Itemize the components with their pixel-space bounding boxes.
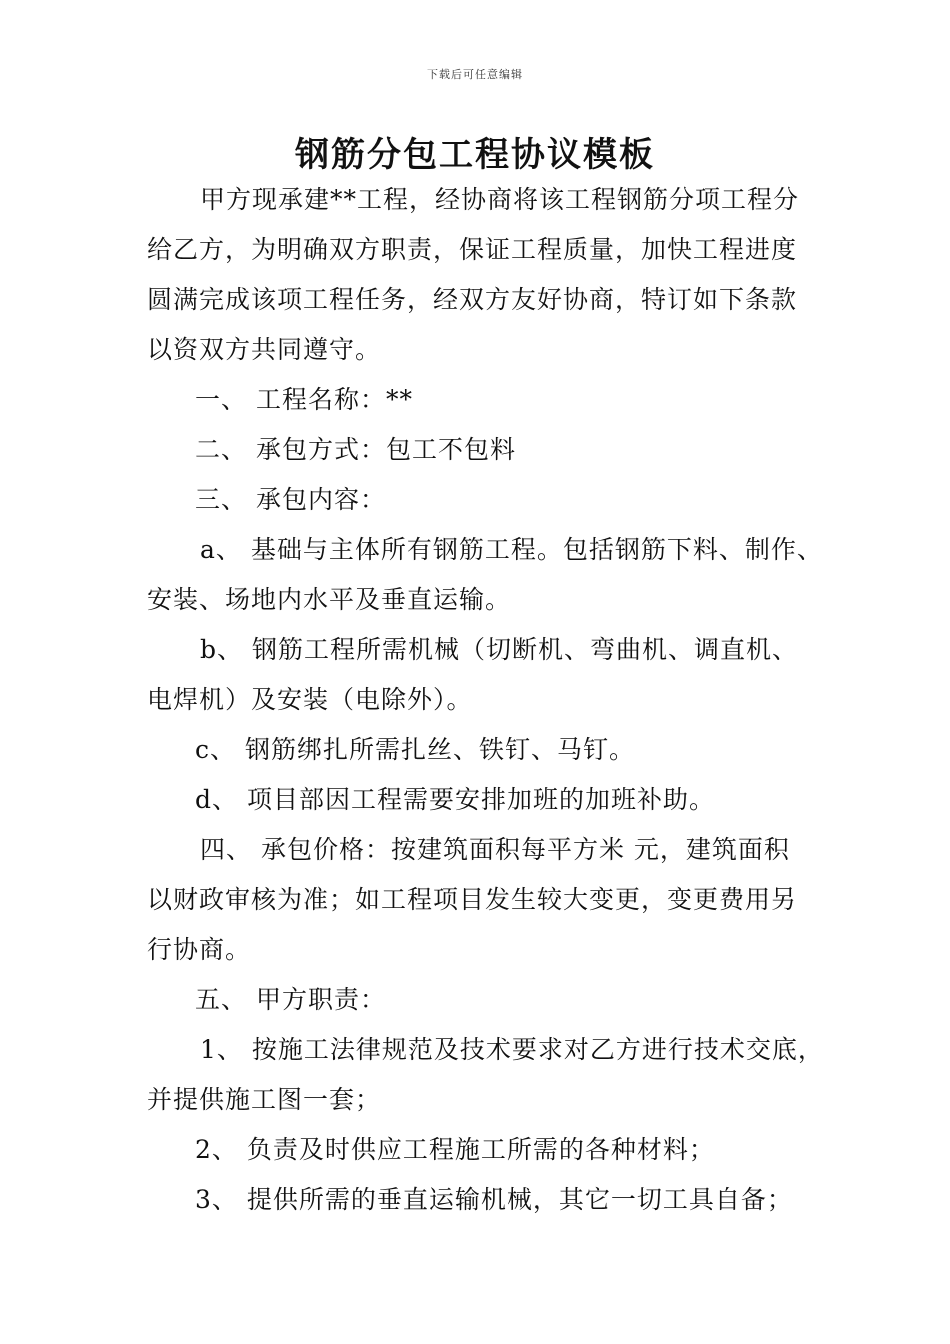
clause-2-contract-method: 二、 承包方式：包工不包料 — [195, 435, 516, 464]
header-note: 下载后可任意编辑 — [427, 68, 523, 81]
clause-5-party-a-duties: 五、 甲方职责： — [195, 985, 386, 1014]
document-title: 钢筋分包工程协议模板 — [295, 135, 655, 175]
clause-4-price-line-1: 四、 承包价格：按建筑面积每平方米 元，建筑面积 — [200, 835, 790, 864]
item-b-line-2: 电焊机）及安装（电除外）。 — [147, 685, 473, 714]
paragraph-intro-line-3: 圆满完成该项工程任务，经双方友好协商，特订如下条款 — [147, 285, 798, 314]
item-c: c、 钢筋绑扎所需扎丝、铁钉、马钉。 — [195, 735, 635, 764]
clause-3-contract-content: 三、 承包内容： — [195, 485, 386, 514]
item-d: d、 项目部因工程需要安排加班的加班补助。 — [195, 785, 715, 814]
item-a-line-2: 安装、场地内水平及垂直运输。 — [147, 585, 512, 614]
duty-3: 3、 提供所需的垂直运输机械，其它一切工具自备； — [195, 1185, 793, 1214]
paragraph-intro-line-4: 以资双方共同遵守。 — [147, 335, 382, 364]
duty-1-line-1: 1、 按施工法律规范及技术要求对乙方进行技术交底， — [200, 1035, 824, 1064]
duty-1-line-2: 并提供施工图一套； — [147, 1085, 382, 1114]
paragraph-intro-line-1: 甲方现承建**工程，经协商将该工程钢筋分项工程分 — [200, 185, 800, 214]
paragraph-intro-line-2: 给乙方，为明确双方职责，保证工程质量，加快工程进度 — [147, 235, 798, 264]
clause-4-price-line-2: 以财政审核为准；如工程项目发生较大变更，变更费用另 — [147, 885, 798, 914]
clause-4-price-line-3: 行协商。 — [147, 935, 252, 964]
clause-1-project-name: 一、 工程名称：** — [195, 385, 413, 414]
duty-2: 2、 负责及时供应工程施工所需的各种材料； — [195, 1135, 715, 1164]
item-a-line-1: a、 基础与主体所有钢筋工程。包括钢筋下料、制作、 — [200, 535, 823, 564]
item-b-line-1: b、 钢筋工程所需机械（切断机、弯曲机、调直机、 — [200, 635, 798, 664]
